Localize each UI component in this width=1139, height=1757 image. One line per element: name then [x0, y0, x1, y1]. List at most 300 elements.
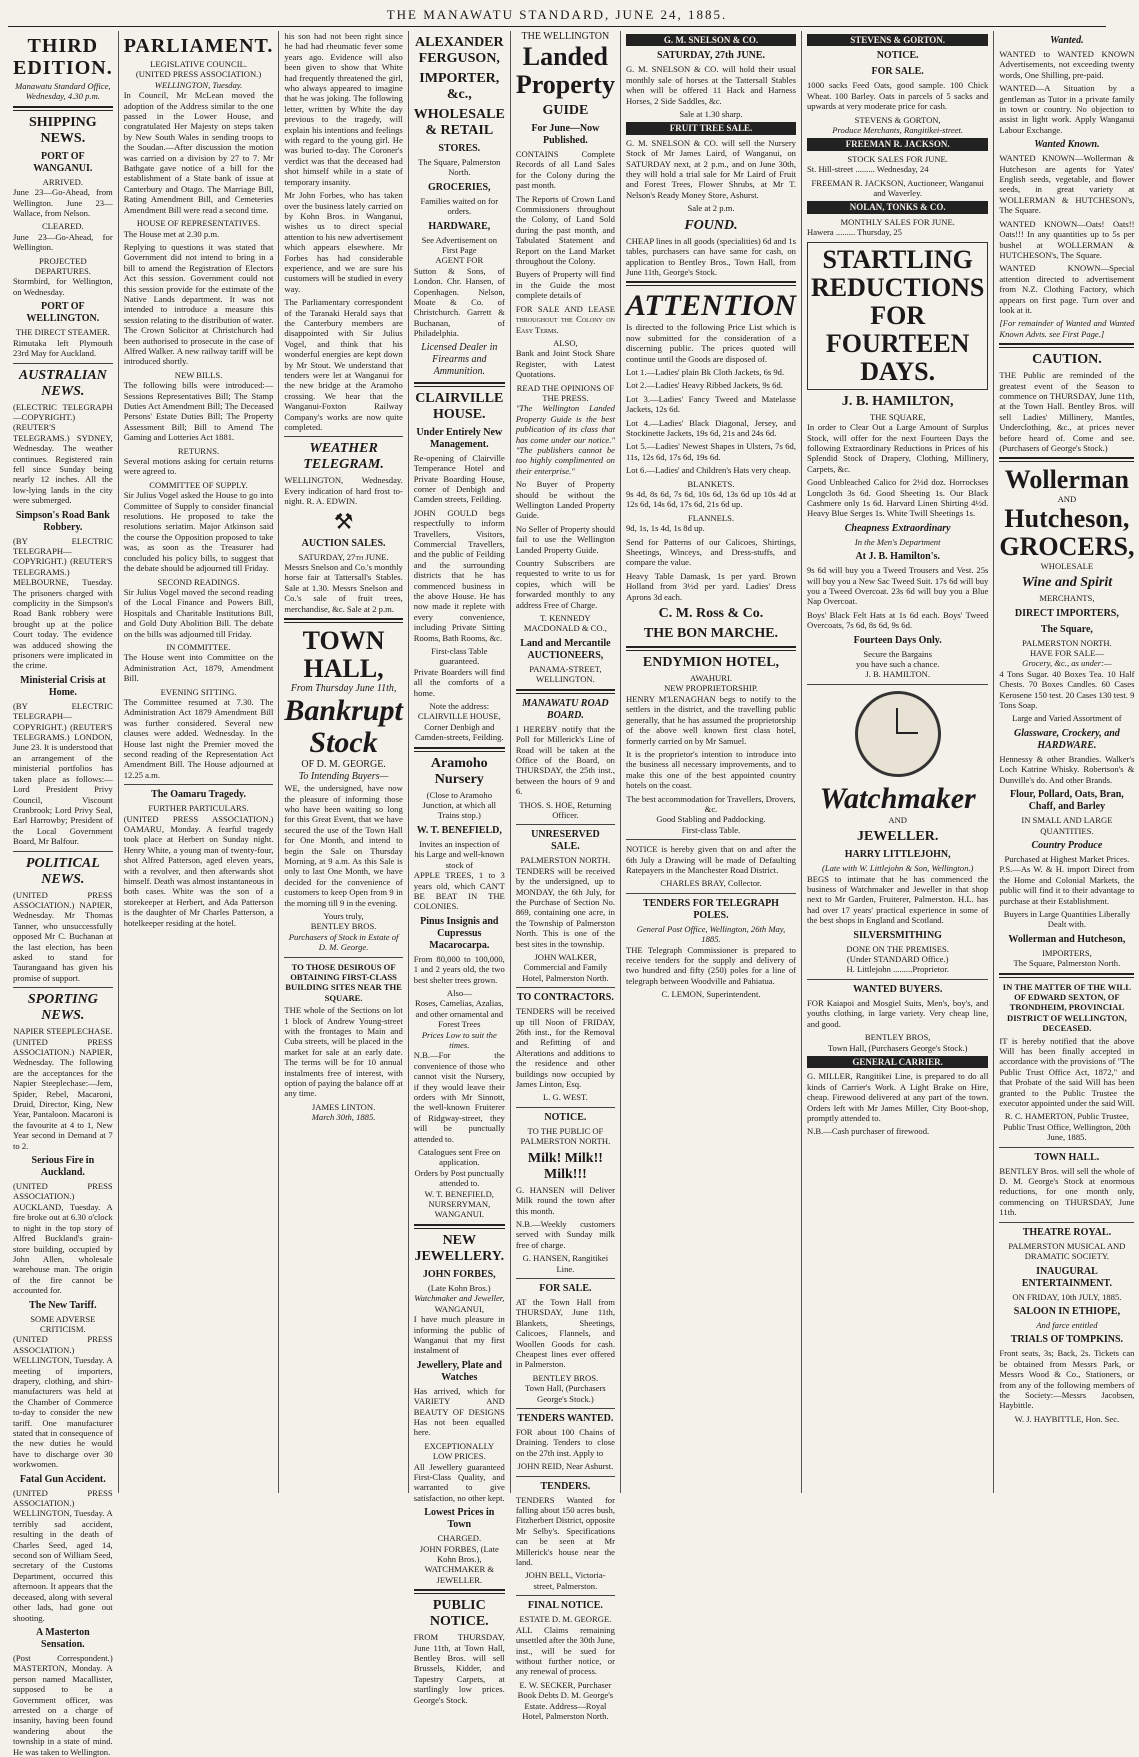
divider [13, 106, 113, 111]
clairville-mgmt: Under Entirely New Management. [416, 426, 503, 450]
tragedy-continued: his son had not been right since he had had rheumatic fever some years ago. Evidence will also been given to show that White had frequently threatened the girl, who always appeared to imagine that he was joking. The following letter, written by White the day previous to the tragedy, will explain his intentions and feelings with regard to the young girl. He was buried to-day. The Coroner's verdict was that the deceased had shot himself while in a state of temporary insanity. [284, 31, 403, 187]
tragedy-sub: FURTHER PARTICULARS. [148, 803, 249, 814]
divider [999, 343, 1134, 348]
remainder-note: [For remainder of Wanted and Wanted Known Advts. see First Page.] [999, 318, 1135, 339]
estate-title: ESTATE D. M. GEORGE. [519, 1614, 612, 1625]
committee-title: IN COMMITTEE. [166, 641, 231, 652]
column-8 [994, 31, 1139, 1493]
address-corner: Corner Denbigh and Camden-streets, Feilding. [415, 721, 504, 743]
town-hall-text: BENTLEY Bros. will sell the whole of D. M. George's Stock at enormous reductions, for one month only, commencing on THURSDAY, June 11th. [999, 1165, 1135, 1218]
hansen-nb: N.B.—Weekly customers served with Sunday milk free of charge. [515, 1218, 615, 1250]
mens-dept: In the Men's Department [854, 536, 941, 547]
lowest-prices: Lowest Prices in Town [424, 1507, 495, 1531]
large-line: Large and Varied Assortment of [1012, 713, 1122, 724]
bentley-sig: BENTLEY BROS. [532, 1372, 599, 1383]
prices-line: Prices Low to suit the times. [421, 1029, 497, 1050]
direct-text: Rimutaka left Plymouth 23rd May for Auckland. [13, 337, 113, 359]
saloon-line: SALOON IN ETHIOPE, [1013, 1305, 1121, 1317]
bon-marche: THE BON MARCHE. [643, 626, 779, 642]
projected-label: PROJECTED DEPARTURES. [34, 255, 91, 277]
glassware-line: Glassware, Crockery, and HARDWARE. [1014, 727, 1120, 751]
clairville-reopen: Re-opening of Clairville Temperance Hotel and Private Boarding House, corner of Denbigh and Camden streets, Feilding. [413, 452, 505, 505]
for-sale-text: FOR SALE AND LEASE throughout the Colony on Easy Terms. [515, 303, 615, 335]
have-for-sale: HAVE FOR SALE— [1029, 648, 1104, 659]
stock-sales: STOCK SALES FOR JUNE. [847, 153, 948, 164]
australian-news-text: (ELECTRIC TELEGRAPH—COPYRIGHT.) (REUTER'S TELEGRAMS.) SYDNEY, Wednesday. The weather continues. Registered rain fell since Sunday being nearly 12 inches. All the low-lying lands in the city were submerged. [13, 401, 113, 506]
road-board-title: MANAWATU ROAD BOARD. [522, 697, 609, 721]
wine-title: Wine and Spirit [1021, 575, 1113, 591]
wanted-known-2: WANTED KNOWN—Oats! Oats!! Oats!!! In any quantities up to 5s per bushel at WOLLERMAN & HUTCHESON's, The Square. [999, 218, 1135, 260]
divider [284, 957, 402, 958]
invites-line: Invites an inspection of his Large and well-known stock of [414, 838, 505, 870]
watchmaker-title: Watchmaker [819, 781, 976, 815]
theatre-title: THEATRE ROYAL. [1022, 1226, 1112, 1238]
first-class-table: First-class Table. [681, 824, 741, 835]
column-1 [8, 31, 119, 1757]
fruit-text: G. M. SNELSON & CO. will sell the Nursery Stock of Mr James Laird, of Wanganui, on SATURDAY next, at 2 p.m., and on June 30th, they will hold a trial sale for Mr Laird of Fruit and Forest Trees, Flower Shrubs, at Mr T. Nelson's Ready Money Store, Ashurst. [625, 137, 796, 200]
public-notice-title: PUBLIC NOTICE. [429, 1598, 489, 1630]
arrived-label: ARRIVED. [42, 176, 84, 187]
attention-text: Is directed to the following Price List which is now submitted for the consideration of a discerning public. The prices quoted will continue until the Goods are disposed of. [625, 322, 796, 364]
stores-title: STORES. [438, 143, 481, 154]
orders-line: Orders by Post punctually attended to. [414, 1167, 505, 1189]
landed-property-title: Landed Property [515, 42, 615, 99]
divider [516, 1476, 615, 1477]
carrier-text: G. MILLER, Rangitikei Line, is prepared to do all kinds of Carrier's Work. A Light Brake on Hire, cheap. Firewood delivered at any part of the town. Orders left with Mr James Miller, City Boot-shop, promptly attended to. [806, 1071, 989, 1123]
hamerton-sig: R. C. HAMERTON, Public Trustee, Public Trust Office, Wellington, 20th June, 1885. [1003, 1111, 1131, 1143]
blankets-text: 9s 4d, 8s 6d, 7s 6d, 10s 6d, 13s 6d up 10s 4d at 12s 6d, 14s 6d, 17s 6d, 21s 6d up. [625, 489, 796, 510]
divider [516, 1107, 615, 1108]
secker-sig: E. W. SECKER, Purchaser Book Debts D. M. George's Estate. Address—Royal Hotel, Palmerston North. [517, 1679, 614, 1721]
sale-time: Sale at 1.30 sharp. [679, 109, 743, 120]
divider [626, 893, 796, 894]
forbes-name: JOHN FORBES, [422, 1268, 496, 1280]
divider [13, 987, 113, 988]
bray-sig: CHARLES BRAY, Collector. [660, 878, 762, 889]
weather-text: WELLINGTON, Wednesday. Every indication of hard frost to-night. R. A. EDWIN. [284, 475, 403, 507]
proprietor-line: H. Littlejohn .........Proprietor. [846, 964, 949, 975]
divider [13, 363, 113, 364]
tenders-wanted-title: TENDERS WANTED. [517, 1413, 614, 1424]
house-time: The House met at 2.30 p.m. [123, 228, 220, 239]
of-george: OF D. M. GEORGE. [301, 759, 386, 771]
farce-line: And farce entitled [1036, 1319, 1098, 1330]
political-text: (UNITED PRESS ASSOCIATION.) NAPIER, Wednesday. Mr Thomas Tanner, who unsuccessfully opposed Mr C. Buchanan at the last election, has been asked to stand for Taurangaand has given his promise of support. [13, 889, 113, 983]
local-paragraphs: The Parliamentary correspondent of the Taranaki Herald says that the Canterbury members are disappointed with Sir Julius Vogel, and think that his wonderful energies are kept down by Mr Stout. We understand that tenders were let at Wanganui for the new bridge at the Aramoho crossing. We hear that the Wanganui-Foxton Railway Company's works are now quite completed. [284, 297, 403, 433]
fire-title: Serious Fire in Auckland. [31, 1155, 95, 1179]
catalogues-line: Catalogues sent Free on application. [418, 1147, 501, 1168]
upa-line: (UNITED PRESS ASSOCIATION.) [135, 69, 262, 80]
bank-text: Bank and Joint Stock Share Register, with Latest Quotations. [515, 348, 615, 380]
endymion-text-2: It is the proprietor's intention to introduce into the business all necessary improvements, and to make this one of the best appointed country hotels on the coast. [625, 748, 796, 791]
exceptionally-line: EXCEPTIONALLY LOW PRICES. [424, 1440, 495, 1462]
returns-text: Several motions asking for certain returns were agreed to. [123, 456, 274, 477]
heavy-text: Heavy Table Damask, 1s per yard. Brown Holland from 3½d per yard. Ladies' Dress Aprons 3d each. [625, 570, 796, 602]
hamilton-items: Good Unbleached Calico for 2½d doz. Horrockses Longcloth 3s 6d. Good Sheeting 1s. Our Black Cashmere only 1s 6d. Harvard Linen Shirting 4½d. Heavy Blue Serges 1s. White Twill Sheetings 1s. [806, 477, 989, 519]
linton-sig: JAMES LINTON. [311, 1101, 376, 1112]
charged-line: CHARGED. [437, 1533, 482, 1544]
palmerston-line: PALMERSTON NORTH. [520, 855, 611, 866]
divider [626, 281, 796, 286]
hardware-title: HARDWARE, [428, 220, 491, 232]
nursery-nb: N.B.—For the convenience of those who cannot visit the Nursery, if they would leave their orders with Mr Sinnott, the well-known Fruiterer of Ridgway-street, they will be punctually attended to. [413, 1050, 505, 1144]
gun-title: Fatal Gun Accident. [19, 1473, 106, 1485]
bankrupt-title: Bankrupt Stock [284, 694, 403, 760]
divider [284, 618, 402, 623]
supply-text: Sir Julius Vogel asked the House to go into Committee of Supply to consider financial resolutions. He proposed to take the resolutions seriatim. Major Atkinson said the course the Opposition proposed to take was, as soon as the Treasurer had concluded his policy bills, to suggest that the debate should be adjourned till Friday. [123, 490, 274, 574]
stock-text: St. Hill-street ......... Wednesday, 24 [806, 164, 929, 175]
divider [999, 973, 1134, 978]
divider [124, 784, 274, 785]
town-hall-sig: Town Hall, (Purchasers George's Stock.) [827, 1042, 968, 1053]
masterton-title: A Masterton Sensation. [36, 1626, 90, 1650]
price-lot-5: Lot 5.—Ladies' Newest Shapes in Ulsters, 7s 6d, 11s, 12s 6d, 17s 6d, 19s 6d. [625, 441, 796, 462]
wollerman-title: Wollerman [1004, 465, 1129, 495]
endymion-title: ENDYMION HOTEL, [642, 655, 780, 671]
divider [626, 646, 796, 651]
ministerial-title: Ministerial Crisis at Home. [20, 674, 106, 698]
for-word: FOR [870, 300, 926, 330]
bell-sig: JOHN BELL, Victoria-street, Palmerston. [525, 1570, 606, 1591]
wanted-buyers-title: WANTED BUYERS. [852, 983, 943, 995]
awahuri-line: AWAHURI. [689, 673, 732, 684]
tenders-text: TENDERS Wanted for falling about 150 acres bush, Fitzherbert District, opposite Mr Selby's. Specifications can be seen at Mr Millerick's house near the land. [515, 1494, 615, 1568]
grocery-line: Grocery, &c., as under:— [1022, 658, 1112, 669]
flannels-title: FLANNELS. [687, 512, 735, 523]
town-hall-sig: Town Hall, (Purchasers George's Stock.) [525, 1383, 606, 1404]
gould-text: JOHN GOULD begs respectfully to inform Travellers, Visitors, Commercial Travellers, and the public of Feilding and the surrounding districts that he has commenced business in the above House. He has now made it replete with every convenience, including Private Sitting Rooms, Bath Rooms, &c. [413, 507, 505, 643]
wanted-known-3: WANTED KNOWN—Special attention directed to advertisement from N.Z. Clothing Factory, which appears on first page. Turn over and look at it. [999, 263, 1135, 315]
ross-name: C. M. Ross & Co. [658, 606, 764, 622]
wanted-title: Wanted. [1050, 35, 1084, 46]
from-date: From Thursday June 11th, [290, 683, 397, 695]
country-text: Country Subscribers are requested to write to us for copies, which will be forwarded monthly to any address Free of Charge. [515, 558, 615, 610]
grocery-list: 4 Tons Sugar. 40 Boxes Tea. 10 Half Chests. 70 Boxes Candles. 60 Cases Kerosene 150 test. 20 Cases 130 test. 9 Tons Soap. [999, 668, 1135, 711]
auction-text: Messrs Snelson and Co.'s monthly horse fair at Tattersall's Stables. Sale at 1.30. Messrs Snelson and Co.'s sale of fruit trees, merchandise, &c. Sale at 2 p.m. [284, 562, 403, 614]
poles-text: THE Telegraph Commissioner is prepared to receive tenders for the supply and delivery of two hundred and fifty (250) poles for a line of telegraph between Woodville and Pahiatua. [625, 944, 796, 986]
oats-text: 1000 sacks Feed Oats, good sample. 100 Chick Wheat. 100 Barley. Oats in parcels of 5 sacks and upwards at very moderate price for cash. [806, 80, 989, 112]
divider [414, 382, 505, 387]
carrier-header: GENERAL CARRIER. [807, 1056, 988, 1068]
hamilton-name: J. B. HAMILTON, [841, 393, 954, 409]
bentley-sig: BENTLEY BROS. [310, 921, 377, 932]
sporting-title: SPORTING NEWS. [27, 992, 98, 1024]
cleared-text: June 23—Go-Ahead, for Wellington. [13, 231, 113, 253]
unreserved-title: UNRESERVED SALE. [531, 829, 600, 853]
clairville-title: CLAIRVILLE HOUSE. [415, 390, 504, 422]
column-6 [621, 31, 802, 1493]
june-published: For June—Now Published. [531, 123, 600, 146]
unreserved-text: TENDERS will be received by the undersigned, up to MONDAY, the 6th July, for the Purchase of Section No. 869, containing one acre, in the Township of Palmerston North. This is one of the best sites in the township. [515, 865, 615, 949]
wanted-known-title: Wanted Known. [1034, 139, 1100, 151]
liberally-line: Buyers in Large Quantities Liberally Dealt with. [1003, 908, 1131, 930]
australian-news-title: AUSTRALIAN NEWS. [18, 367, 107, 399]
square-word: The Square, [1040, 623, 1093, 635]
weather-title: WEATHER TELEGRAM. [303, 441, 384, 473]
at-hamilton: At J. B. Hamilton's. [855, 551, 940, 563]
secure-line: Secure the Bargains [863, 648, 932, 659]
simpson-text: (BY ELECTRIC TELEGRAPH—COPYRIGHT.) (REUTER'S TELEGRAMS.) MELBOURNE, Tuesday. The prisoners charged with complicity in the Simpson's Road Bank robbery were brought up at the police Court today. The evidence was adduced showing the prisoners were implicated in the crime. [13, 535, 113, 671]
evening-text: The Committee resumed at 7.30. The Administration Act 1879 Amendment Bill was further considered. Several new clauses were added. Wednesday. In the House last night the Premier moved the second reading of the Representation Act Amendment Bill. The House adjourned at 12.25 a.m. [123, 696, 274, 780]
wholesale-title: WHOLESALE & RETAIL [413, 107, 505, 138]
blankets-title: BLANKETS. [687, 478, 735, 489]
column-4 [409, 31, 511, 1705]
agents-title: Land and Mercantile AUCTIONEERS, [520, 637, 611, 661]
opinions-text: "The Wellington Landed Property Guide is the best publication of its class that has come under our notice." "The publishers cannot be too highly complimented on their enterprise." [515, 403, 615, 476]
council-text: In Council, Mr McLean moved the adoption of the Address similar to the one passed in the Lower House, and congratulated Her Majesty on steps taken by New South Wales in sending troops to the Soudan.—After discussion the motion was carried on a division by 27 to 7. Mr Bathgate gave notice of a bill for the establishment of a State bank of issue at Canterbury and Otago. The Marriage Bill, Rating Amendment Bill, and Cemeteries Amendment Bill were read a second time. [123, 90, 274, 215]
direct-steamer: THE DIRECT STEAMER. [15, 327, 110, 338]
house-text: Replying to questions it was stated that Government did not intend to bring in a bill to amend the Registration of Electors Act this session. Government could not this session provide for the estimate of the Native Lands department. It was not intended to introduce a measure this session relating to the distribution of water. The Crown Solicitor at Christchurch had been authorised to prosecute in the case of Alfred Walker. A new railway tariff will be introduced shortly. [123, 241, 274, 367]
nolan-header: NOLAN, TONKS & CO. [807, 201, 988, 213]
sale-time-2: Sale at 2 p.m. [687, 203, 735, 214]
carrier-nb: N.B.—Cash purchaser of firewood. [806, 1126, 930, 1137]
tragedy-text: (UNITED PRESS ASSOCIATION.) OAMARU, Monday. A fearful tragedy took place at Herbert on Sunday night. Henry White, a young man of twenty-four, shot Alfred Patterson, aged eleven years, with a revolver, and then afterwards shot himself. Death was almost instantaneous in both cases. White was the son of a storekeeper at Herbert, and Ada Patterson is the daughter of Mr Charles Patterson, a hotelkeeper residing at the hotel. [123, 813, 274, 928]
columns [8, 31, 1135, 1757]
divider [516, 1278, 615, 1279]
tenders-poles-title: TENDERS FOR TELEGRAPH POLES. [643, 897, 779, 921]
second-text: Sir Julius Vogel moved the second reading of the Local Finance and Powers Bill, Hospitals and Charitable Institutions Bill, and Gold Duty Abolition Bill. The debate on the bills was adjourned till Friday. [123, 586, 274, 639]
parliament-title: PARLIAMENT. [123, 35, 274, 57]
nb-buyer: No Buyer of Property should be without the Wellington Landed Property Guide. [515, 479, 615, 521]
groceries-title: GROCERIES, [428, 181, 491, 193]
simpson-title: Simpson's Road Bank Robbery. [15, 509, 110, 533]
projected-text: Stormbird, for Wellington, on Wednesday. [13, 276, 113, 297]
auction-title: AUCTION SALES. [301, 537, 386, 549]
pinus-title: Pinus Insignis and Cupressus Macarocarpa. [420, 915, 499, 951]
hamilton-sig: J. B. HAMILTON. [865, 669, 931, 680]
public-notice-text: FROM THURSDAY, June 11th, at Town Hall, Bentley Bros. will sell Brussels, Kidder, and Tapestry Carpets, at startlingly low prices. George's Stock. [413, 1632, 505, 1705]
startling-word: STARTLING [822, 244, 973, 274]
panama-line: PANAMA-STREET, WELLINGTON. [529, 663, 602, 685]
returns-title: RETURNS. [177, 445, 220, 456]
premises-line: DONE ON THE PREMISES. [846, 943, 949, 954]
masthead-rule [8, 26, 1106, 27]
forbes-paragraph: Mr John Forbes, who has taken over the business lately carried on by Kohn Bros. in Wanganui, wishes us to direct special attention to his new advertisement which appears elsewhere. Mr Forbes has had considerable experience, and we are sure his customers will be studied in every way. [284, 190, 403, 294]
boys-text: Boys' Black Felt Hats at 1s 6d each. Boys' Tweed Overcoats, 7s 6d, 8s 6d, 9s 6d. [806, 609, 989, 631]
trials-line: TRIALS OF TOMPKINS. [1010, 1334, 1124, 1346]
lemon-sig: C. LEMON, Superintendent. [661, 989, 761, 1000]
macdonald-name: T. KENNEDY MACDONALD & CO., [523, 613, 607, 634]
divider [807, 979, 988, 980]
new-prop: NEW PROPRIETORSHIP. [664, 683, 758, 694]
bills-title: NEW BILLS. [174, 369, 223, 380]
hoe-sig: THOS. S. HOE, Returning Officer. [519, 799, 612, 820]
building-sites-title: TO THOSE DESIROUS OF OBTAINING FIRST-CLASS BUILDING SITES NEAR THE SQUARE. [285, 961, 402, 1003]
address-name: CLAIRVILLE HOUSE, [417, 711, 501, 722]
for-sale-title: FOR SALE. [871, 66, 924, 78]
walker-sig: JOHN WALKER, Commercial and Family Hotel, Palmerston North. [522, 952, 609, 983]
for-sale-text2: AT the Town Hall from THURSDAY, June 11th, Blankets, Sheetings, Calicoes, Flannels, and Woollen Goods for cash. Cheapest lines ever offered in Palmerston. [515, 1296, 615, 1370]
road-board-text: I HEREBY notify that the Poll for Millerick's Line of Road will be taken at the Office of the Board, on THURSDAY, the 25th inst., between the hours of 9 and 6. [515, 723, 615, 797]
wanted-2: WANTED—A Situation by a gentleman as Tutor in a private family in town or country. No objection to assist in light work. Apply Wanganui Labour Exchange. [999, 83, 1135, 135]
hawera-line: Hawera ......... Thursday, 25 [806, 227, 902, 238]
wellington-line: THE WELLINGTON [521, 31, 610, 42]
masterton-text: (Post Correspondent.) MASTERTON, Monday. A person named Macallister, supposed to be a Government officer, was arrested on a charge of insanity, having been found wandering about the township in a state of mind. He was taken to Wellington. [13, 1652, 113, 1757]
divider [284, 436, 402, 437]
boarders-line: Private Boarders will find all the comforts of a home. [413, 666, 505, 698]
cheapness-title: Cheapness Extraordinary [844, 522, 951, 534]
column-7 [802, 31, 994, 1493]
divider [516, 824, 615, 825]
steeplechase-text: (UNITED PRESS ASSOCIATION.) NAPIER, Wednesday. The following are the acceptances for the Napier Steeplechase:—Jem, Spider, Rebel, Macaroni, Druid, Director, King, New Year, Pantaloon. Macaroni is the favourite at 4 to 1, New Year second in Demand at 7 to 2. [13, 1036, 113, 1151]
final-notice-title: FINAL NOTICE. [527, 1600, 603, 1612]
stevens-name: STEVENS & GORTON, [854, 114, 941, 125]
hutcheson-title: Hutcheson, [1004, 503, 1130, 533]
port-wellington: PORT OF WELLINGTON. [26, 301, 100, 325]
notice-rates-text: NOTICE is hereby given that on and after the 6th July a Drawing will be made of Defaulting Ratepayers in the Manchester Road District. [625, 844, 796, 875]
west-sig: L. G. WEST. [542, 1092, 588, 1103]
mens-text: 9s 6d will buy you a Tweed Trousers and Vest. 25s will buy you a New Sac Tweed Suit. 17s 6d will buy you a Tweed Overcoat. 23s 6d will buy you a Blue Nap Overcoat. [806, 565, 989, 607]
guaranteed-line: All Jewellery guaranteed First-Class Quality, and warranted to give satisfaction, no other kept. [413, 1461, 505, 1503]
tenders-title: TENDERS. [540, 1480, 591, 1492]
licensed-line: Licensed Dealer in Firearms and Ammunition. [421, 341, 498, 377]
evening-title: EVENING SITTING. [160, 686, 237, 697]
seen-line: you have such a chance. [856, 659, 940, 669]
small-large: IN SMALL AND LARGE QUANTITIES. [1021, 815, 1113, 836]
fire-text: (UNITED PRESS ASSOCIATION.) AUCKLAND, Tuesday. A fire broke out at 6.30 o'clock to night in the top story of Alfred Buckland's grain-store building, occupied by John Allen, wholesale warehouse man. The origin of the fire cannot be accounted for. [13, 1181, 113, 1296]
country-produce: Country Produce [1031, 839, 1103, 851]
bills-text: The following bills were introduced:—Sessions Representatives Bill; The Stamp Duties Act Amendment Bill; The Deceased Persons' Estate Duties Bill; The Property Assessment Bill; Bill to Amend The Gaming and Lotteries Act 1881. [123, 380, 274, 443]
forbes-text: I have much pleasure in informing the public of Wanganui that my first instalment of [413, 1314, 505, 1356]
forbes-sub: (Late Kohn Bros.) [427, 1282, 491, 1293]
linton-date: March 30th, 1885. [311, 1112, 376, 1123]
cleared-label: CLEARED. [41, 221, 84, 232]
divider [414, 747, 505, 752]
and-word: AND [1057, 494, 1077, 505]
notice-title: NOTICE. [544, 1111, 587, 1123]
tariff-title: The New Tariff. [29, 1299, 97, 1311]
front-text: Front seats, 3s; Back, 2s. Tickets can be obtained from Messrs Park, or Messrs Wood & Co., Stationers, or from any of the following members of the Society:—Messrs Jacobsen, Haybittle. [999, 1348, 1135, 1411]
divider [414, 1224, 505, 1229]
w-h-sig: Wollerman and Hutcheson, [1008, 933, 1126, 945]
second-title: SECOND READINGS. [157, 576, 240, 587]
edition-title: THIRD EDITION. [13, 35, 113, 79]
wanganui-line: WANGANUI, [434, 1303, 484, 1314]
column-3 [279, 31, 408, 1493]
ps-text: P.S.—As W. & H. import Direct from the Home and Colonial Markets, the public will find it to their advantage to purchase at their Establishment. [999, 864, 1135, 906]
arrivals-text: June 23—Go-Ahead, from Wellington. June 23—Wallace, from Nelson. [13, 187, 113, 219]
divider [516, 689, 615, 694]
to-public: TO THE PUBLIC OF PALMERSTON NORTH. [520, 1125, 611, 1147]
hansen-text: G. HANSEN will Deliver Milk round the town after this month. [515, 1184, 615, 1216]
jewellery-line: Jewellery, Plate and Watches [416, 1359, 502, 1383]
town-hall-title: TOWN HALL. [1034, 1151, 1100, 1163]
produce-line: Produce Merchants, Rangitikei-street. [832, 125, 964, 136]
agent-text: Sutton & Sons, of London. Chr. Hansen, of Copenhagen. Nelson, Moate & Co. of Christchurch. Garrett & Buchanan, of Philadelphia. [413, 265, 505, 339]
hansen-sig: G. HANSEN, Rangitikei Line. [522, 1253, 609, 1274]
reid-sig: JOHN REID, Near Ashurst. [517, 1461, 614, 1472]
divider [516, 987, 615, 988]
found-title: FOUND. [684, 217, 738, 233]
palmerston-word: PALMERSTON NORTH. [1022, 637, 1112, 648]
divider [626, 839, 796, 840]
price-lot-4: Lot 4.—Ladies' Black Diagonal, Jersey, and Stockinette Jackets, 19s 6d, 21s and 24s 6d. [625, 417, 796, 438]
reductions-word: REDUCTIONS [810, 272, 985, 302]
flour-line: Flour, Pollard, Oats, Bran, Chaff, and Barley [1009, 789, 1124, 813]
steeplechase-title: NAPIER STEEPLECHASE. [13, 1026, 113, 1037]
society-line: PALMERSTON MUSICAL AND DRAMATIC SOCIETY. [1008, 1240, 1126, 1262]
wanted-known-1: WANTED KNOWN—Wollerman & Hutcheson are agents for Yates' English seeds, vegetable, and flower seeds, in great variety at WOLLERMAN & HUTCHESON's, The Square. [999, 153, 1135, 216]
arrived-line: Has arrived, which for VARIETY AND BEAUTY OF DESIGNS Has not been equalled here. [413, 1385, 505, 1438]
column-2 [119, 31, 280, 1493]
house-title: HOUSE OF REPRESENTATIVES. [136, 218, 261, 229]
supply-title: COMMITTEE OF SUPPLY. [149, 479, 248, 490]
fourteen-word: FOURTEEN [825, 328, 970, 358]
tragedy-title: The Oamaru Tragedy. [151, 789, 246, 801]
see-line: See Advertisement on First Page [421, 234, 497, 256]
will-title: IN THE MATTER OF THE WILL OF EDWARD SEXTON, OF TRONDHEIM, PROVINCIAL DISTRICT OF WELLINGTON, DECEASED. [1002, 981, 1132, 1034]
bentley-sub: Purchasers of Stock in Estate of D. M. George. [288, 931, 399, 953]
aramoho-title: Aramoho Nursery [430, 755, 488, 787]
roses-line: Roses, Camelias, Azalias, and other ornamental and Forest Trees [415, 998, 504, 1030]
divider [999, 1222, 1134, 1223]
friday-line: ON FRIDAY, 10th JULY, 1885. [1012, 1291, 1122, 1302]
tariff-text: (UNITED PRESS ASSOCIATION.) WELLINGTON, Tuesday. A meeting of importers, drapery, clothing, and shirt-manufacturers was held at the Chamber of Commerce to-day to consider the new tariff. One manufacturer stated that in consequence of the new duties he would have to discharge over 30 workwomen. [13, 1334, 113, 1470]
best-accom: The best accommodation for Travellers, Drovers, &c. [626, 793, 796, 814]
divider [414, 1589, 505, 1594]
hon-sec: W. J. HAYBITTLE, Hon. Sec. [1014, 1413, 1120, 1424]
contractors-title: TO CONTRACTORS. [516, 992, 614, 1004]
committee-text: The House went into Committee on the Administration Act, 1879, Amendment Bill. [123, 652, 274, 684]
fruit-tree-header: FRUIT TREE SALE. [626, 122, 796, 134]
square-line: The Square, Palmerston North. [418, 157, 501, 178]
silversmithing-title: SILVERSMITHING [853, 929, 942, 941]
auction-date: SATURDAY, 27th JUNE. [298, 551, 389, 562]
and-word: AND [888, 814, 907, 825]
masthead: THE MANAWATU STANDARD, JUNE 24, 1885. [386, 7, 728, 22]
yours-truly: Yours truly, [323, 910, 364, 921]
ferguson-title: ALEXANDER FERGUSON, [414, 35, 504, 66]
stabling: Good Stabling and Paddocking. [656, 814, 766, 825]
send-text: Send for Patterns of our Calicoes, Shirtings, Sheetings, Winceys, and Dress-stuffs, and compare the value. [625, 536, 796, 568]
office-line: Manawatu Standard Office, Wednesday, 4.30 p.m. [15, 81, 111, 102]
bentley-sig: BENTLEY BROS, [864, 1032, 931, 1043]
gun-text: (UNITED PRESS ASSOCIATION.) WELLINGTON, Tuesday. A terribly sad accident, resulting in the death of Charles Seed, aged 14, second son of William Seed, secretary of the Customs Department, occurred this afternoon. It appears that the deceased, along with several other lads, had gone out shooting. [13, 1487, 113, 1623]
guide-title: GUIDE [542, 103, 589, 118]
wanted-buyers-text: FOR Kaiapoi and Mosgiel Suits, Men's, boy's, and youths clothing, in large variety. Very cheap line, and good. [806, 997, 989, 1029]
monthly-sales: MONTHLY SALES FOR JUNE. [840, 216, 955, 227]
price-lot-3: Lot 3.—Ladies' Fancy Tweed and Matelasse Jackets, 12s 6d. [625, 393, 796, 415]
divider [516, 1595, 615, 1596]
tariff-sub: SOME ADVERSE CRITICISM. [30, 1313, 96, 1334]
price-lot-2: Lot 2.—Ladies' Heavy Ribbed Jackets, 9s 6d. [625, 380, 783, 391]
wanted-1: WANTED to WANTED KNOWN Advertisements, not exceeding twenty words, One Shilling, pre-paid. [999, 49, 1135, 80]
hamilton-text: In order to Clear Out a Large Amount of Surplus Stock, will offer for the next Fourteen Days the following Extraordinary Reductions in Prices of his Splendid Stock of Drapery, Clothing, Millinery, Carpets, &c. [806, 422, 989, 474]
benefield-sig: W. T. BENEFIELD, NURSERYMAN, WANGANUI. [424, 1188, 494, 1220]
port-wanganui: PORT OF WANGANUI. [33, 150, 93, 174]
reports-text: The Reports of Crown Land Commissioners throughout the Colony, of Land Sold during the past month, and Tabulated Statement and Report on the Land Market throughout the Colony. [515, 193, 615, 267]
first-class-line: First-class Table guaranteed. [431, 646, 488, 667]
the-square: THE SQUARE, [869, 411, 926, 422]
opinions-title: READ THE OPINIONS OF THE PRESS. [516, 382, 615, 403]
importers-word: IMPORTERS, [1041, 947, 1092, 958]
column-5 [511, 31, 621, 1721]
merchants-word: MERCHANTS, [1039, 593, 1095, 604]
divider [516, 1408, 615, 1409]
price-lot-6: Lot 6.—Ladies' and Children's Hats very cheap. [625, 465, 791, 476]
littlejohn-text: BEGS to intimate that he has commenced the business of Watchmaker and Jeweller in that shop next to Mr Garden, Fruiterer, Palmerston. H.L. has had over 17 years' practical experience in some of the best shops in England and Scotland. [806, 873, 989, 926]
benefield-name: W. T. BENEFIELD, [416, 824, 502, 836]
notice-title: NOTICE. [876, 50, 919, 62]
clock-icon [855, 691, 941, 777]
wholesale-word: WHOLESALE [1040, 560, 1094, 571]
address-note: Note the address: [429, 701, 490, 712]
hammer-icon: ⚒ [333, 508, 354, 534]
snelson-header: G. M. SNELSON & CO. [626, 34, 796, 46]
contains-text: CONTAINS Complete Records of all Land Sales for the Colony during the past month. [515, 149, 615, 191]
intending-text: WE, the undersigned, have now the pleasure of informing those who have been waiting so long for this Great Event, that we have secured the use of the Town Hall for One Month, and intend to begin the Sale on Thursday Morning, at 9 a.m. As this Sale is only to last One Month, we have decided for the convenience of customers to keep Open from 9 in the morning till 9 in the evening. [284, 783, 403, 908]
divider [999, 1147, 1134, 1148]
